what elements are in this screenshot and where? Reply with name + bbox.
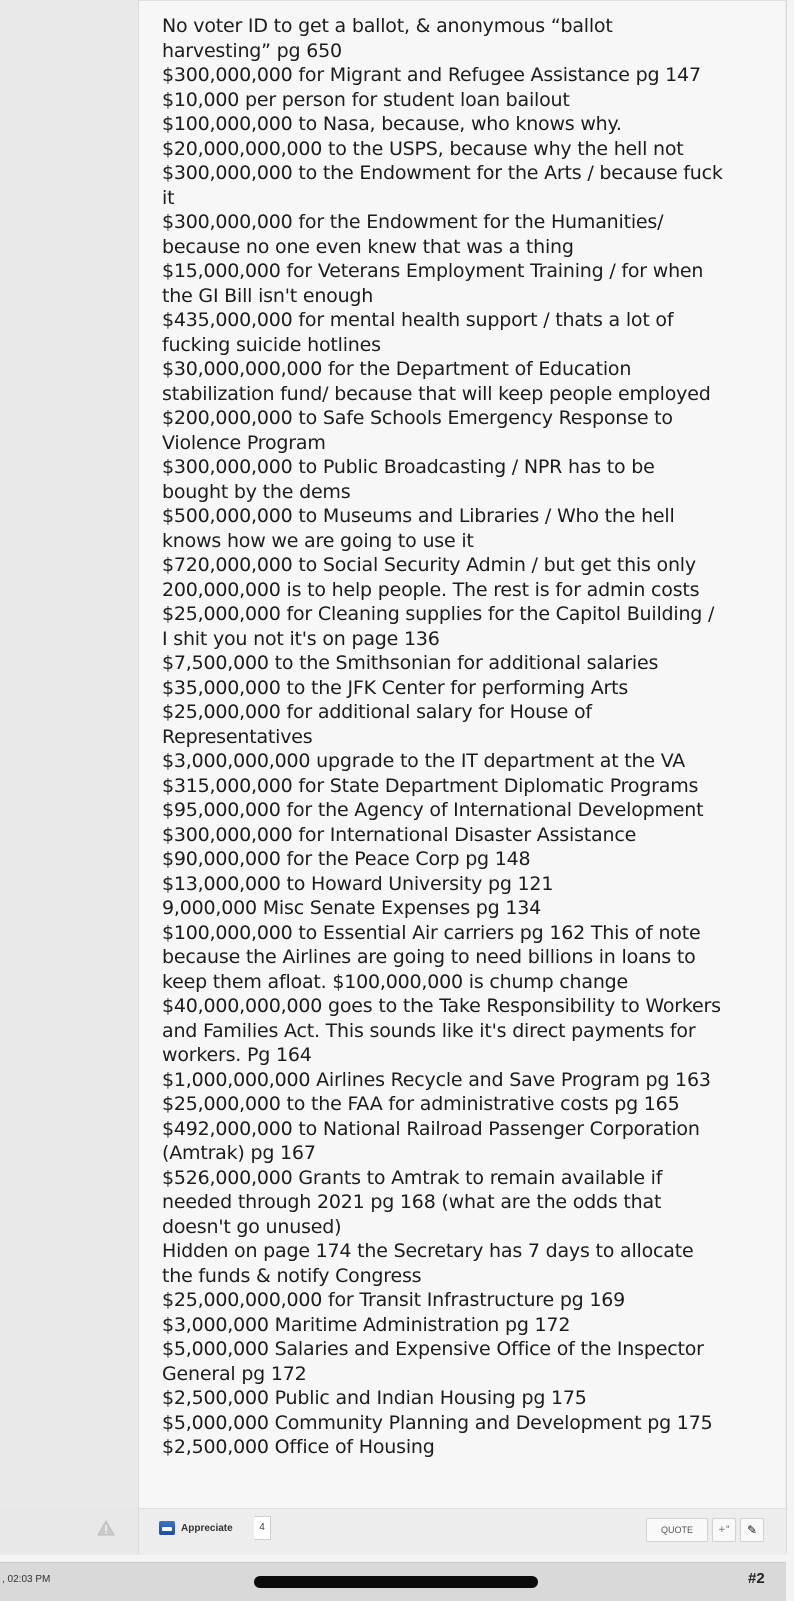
message-line: I shit you not it's on page 136 — [162, 627, 440, 650]
message-line: bought by the dems — [162, 480, 351, 503]
message-line: $300,000,000 to the Endowment for the Arts / because fuck — [162, 162, 723, 184]
message-line: because no one even knew that was a thing — [162, 235, 574, 258]
message-line: stabilization fund/ because that will keep people employed — [162, 382, 711, 405]
message-line: $1,000,000,000 Airlines Recycle and Save Program pg 163 — [162, 1068, 711, 1091]
message-line: and Families Act. This sounds like it's direct payments for — [162, 1019, 696, 1042]
appreciate-button[interactable] — [159, 1516, 233, 1540]
message-line: needed through 2021 pg 168 (what are the odds that — [162, 1191, 662, 1213]
message-line: $25,000,000 to the FAA for administrative costs pg 165 — [162, 1093, 680, 1115]
message-line: doesn't go unused) — [162, 1215, 342, 1238]
message-line: $300,000,000 for the Endowment for the Humanities/ — [162, 211, 664, 233]
message-line: $25,000,000,000 for Transit Infrastructure pg 169 — [162, 1289, 626, 1311]
message-line: $5,000,000 Salaries and Expensive Office of the Inspector — [162, 1338, 704, 1360]
message-line: $35,000,000 to the JFK Center for performing Arts — [162, 676, 629, 699]
message-line: knows how we are going to use it — [162, 529, 474, 552]
message-line: 200,000,000 is to help people. The rest is for admin costs — [162, 578, 700, 601]
post-number[interactable]: #2 — [748, 1570, 765, 1587]
message-line: $7,500,000 to the Smithsonian for additional salaries — [162, 652, 659, 674]
message-line: Hidden on page 174 the Secretary has 7 days to allocate — [162, 1240, 694, 1262]
message-line: keep them afloat. $100,000,000 is chump change — [162, 970, 629, 993]
appreciate-icon — [159, 1521, 175, 1535]
message-line: Violence Program — [162, 431, 326, 454]
message-line: $526,000,000 Grants to Amtrak to remain available if — [162, 1166, 663, 1189]
message-line: $435,000,000 for mental health support / thats a lot of — [162, 309, 674, 331]
message-line: $3,000,000,000 upgrade to the IT department at the VA — [162, 750, 686, 772]
message-line: $40,000,000,000 goes to the Take Responsibility to Workers — [162, 995, 721, 1017]
message-line: $300,000,000 to Public Broadcasting / NPR has to be — [162, 456, 655, 478]
pencil-icon: ✎ — [746, 1523, 758, 1537]
message-line: $500,000,000 to Museums and Libraries / Who the hell — [162, 505, 675, 527]
message-line: $492,000,000 to National Railroad Passenger Corporation — [162, 1117, 700, 1140]
message-line: $20,000,000,000 to the USPS, because why the hell not — [162, 137, 684, 160]
multiquote-button[interactable]: +" — [712, 1518, 736, 1542]
post-message-text — [162, 14, 772, 1460]
message-line: because the Airlines are going to need billions in loans to — [162, 946, 696, 968]
message-line: 9,000,000 Misc Senate Expenses pg 134 — [162, 897, 542, 919]
message-line: $95,000,000 for the Agency of International Development — [162, 799, 704, 821]
message-line: $25,000,000 for additional salary for House of — [162, 701, 592, 723]
message-line: $30,000,000,000 for the Department of Education — [162, 358, 632, 380]
message-line: workers. Pg 164 — [162, 1044, 312, 1066]
warning-icon[interactable] — [97, 1520, 115, 1536]
message-line: it — [162, 186, 175, 209]
appreciate-count: 4 — [254, 1516, 271, 1540]
message-line: $15,000,000 for Veterans Employment Training / for when — [162, 260, 704, 282]
message-line: $720,000,000 to Social Security Admin / but get this only — [162, 554, 696, 576]
message-line: $100,000,000 to Nasa, because, who knows why. — [162, 113, 622, 135]
message-line: the funds & notify Congress — [162, 1264, 422, 1287]
post-footer-user-area — [0, 1508, 139, 1554]
appreciate-label: Appreciate — [181, 1522, 233, 1534]
message-line: $13,000,000 to Howard University pg 121 — [162, 872, 554, 895]
edit-button[interactable] — [740, 1518, 764, 1542]
message-line: $300,000,000 for Migrant and Refugee Assistance pg 147 — [162, 64, 701, 86]
message-line: $300,000,000 for International Disaster Assistance — [162, 823, 637, 846]
message-line: harvesting” pg 650 — [162, 39, 342, 62]
message-line: the GI Bill isn't enough — [162, 284, 374, 307]
message-line: $90,000,000 for the Peace Corp pg 148 — [162, 848, 531, 870]
message-line: $2,500,000 Office of Housing — [162, 1436, 435, 1458]
quote-button[interactable]: QUOTE — [646, 1518, 708, 1542]
message-line: fucking suicide hotlines — [162, 333, 381, 356]
message-line: $315,000,000 for State Department Diplomatic Programs — [162, 774, 699, 797]
message-line: $3,000,000 Maritime Administration pg 172 — [162, 1313, 571, 1336]
message-line: $25,000,000 for Cleaning supplies for the Capitol Building / — [162, 603, 715, 625]
post-timestamp: , 02:03 PM — [2, 1574, 51, 1585]
message-line: $200,000,000 to Safe Schools Emergency Response to — [162, 407, 673, 429]
message-line: $10,000 per person for student loan bailout — [162, 88, 570, 111]
message-line: Representatives — [162, 725, 313, 748]
message-line: $2,500,000 Public and Indian Housing pg 175 — [162, 1387, 587, 1409]
message-line: $100,000,000 to Essential Air carriers pg 162 This of note — [162, 921, 701, 944]
message-line: (Amtrak) pg 167 — [162, 1142, 316, 1164]
message-line: $5,000,000 Community Planning and Development pg 175 — [162, 1411, 713, 1434]
user-info-column — [0, 0, 139, 1552]
message-line: General pg 172 — [162, 1362, 307, 1385]
home-indicator — [254, 1576, 538, 1588]
message-line: No voter ID to get a ballot, & anonymous “ballot — [162, 15, 613, 37]
